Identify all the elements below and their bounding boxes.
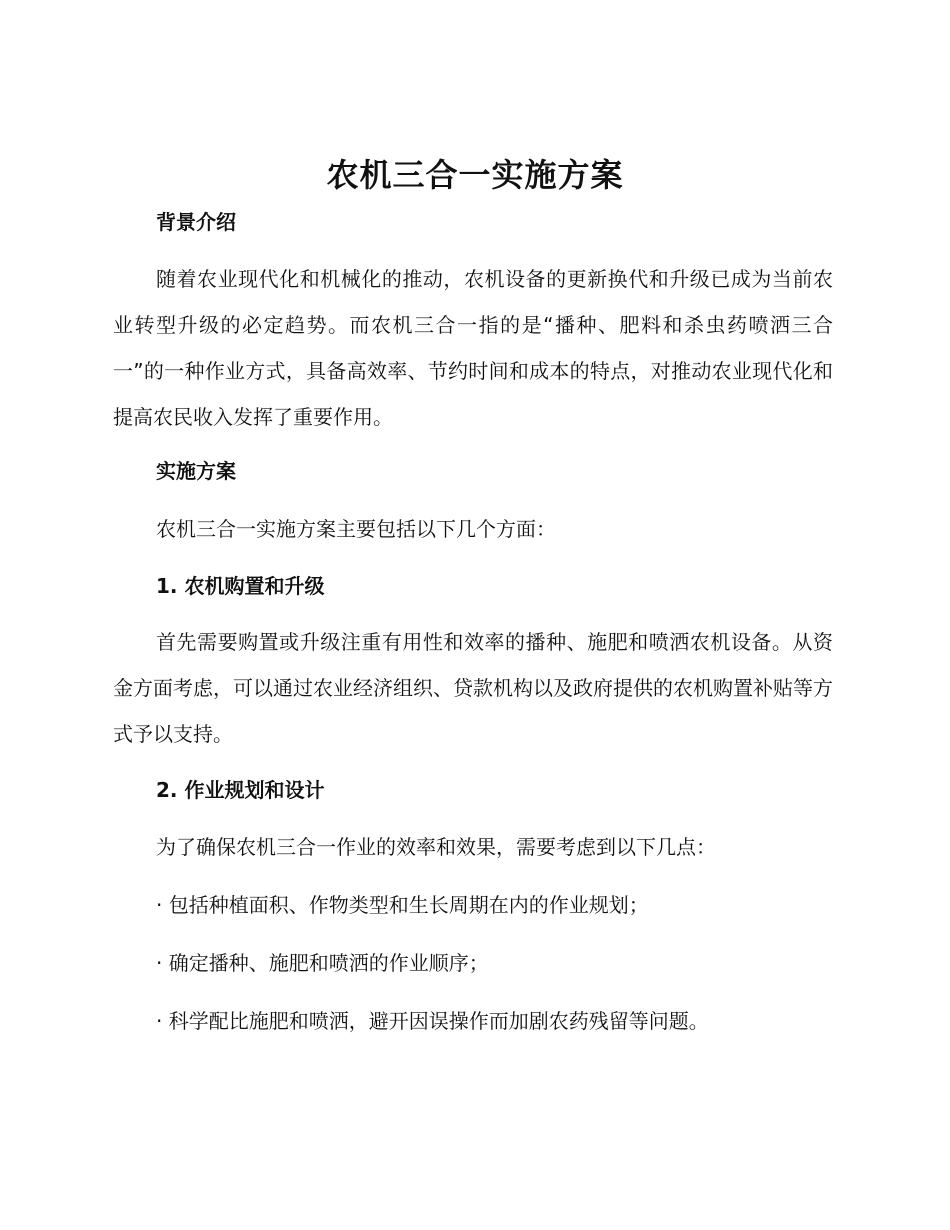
plan-intro-text: 农机三合一实施方案主要包括以下几个方面： xyxy=(156,517,556,541)
section-heading-background: 背景介绍 xyxy=(156,210,236,234)
section-heading-purchase: 1. 农机购置和升级 xyxy=(156,574,325,598)
section-heading-plan: 实施方案 xyxy=(156,459,236,483)
bullet-item: · 确定播种、施肥和喷洒的作业顺序； xyxy=(156,951,489,975)
bullet-item: · 包括种植面积、作物类型和生长周期在内的作业规划； xyxy=(156,893,649,917)
planning-intro-text: 为了确保农机三合一作业的效率和效果，需要考虑到以下几点： xyxy=(156,835,716,859)
bullet-item: · 科学配比施肥和喷洒，避开因误操作而加剧农药残留等问题。 xyxy=(156,1009,709,1033)
document-title: 农机三合一实施方案 xyxy=(326,156,624,194)
section-heading-planning: 2. 作业规划和设计 xyxy=(156,778,325,802)
purchase-paragraph: 首先需要购置或升级注重有用性和效率的播种、施肥和喷洒农机设备。从资金方面考虑，可以通过农业经济组织、贷款机构以及政府提供的农机购置补贴等方式予以支持。 xyxy=(113,630,833,746)
background-paragraph: 随着农业现代化和机械化的推动，农机设备的更新换代和升级已成为当前农业转型升级的必定趋势。而农机三合一指的是“播种、肥料和杀虫药喷洒三合一”的一种作业方式，具备高效率、节约时间和成本的特点，对推动农业现代化和提高农民收入发挥了重要作用。 xyxy=(113,267,833,429)
